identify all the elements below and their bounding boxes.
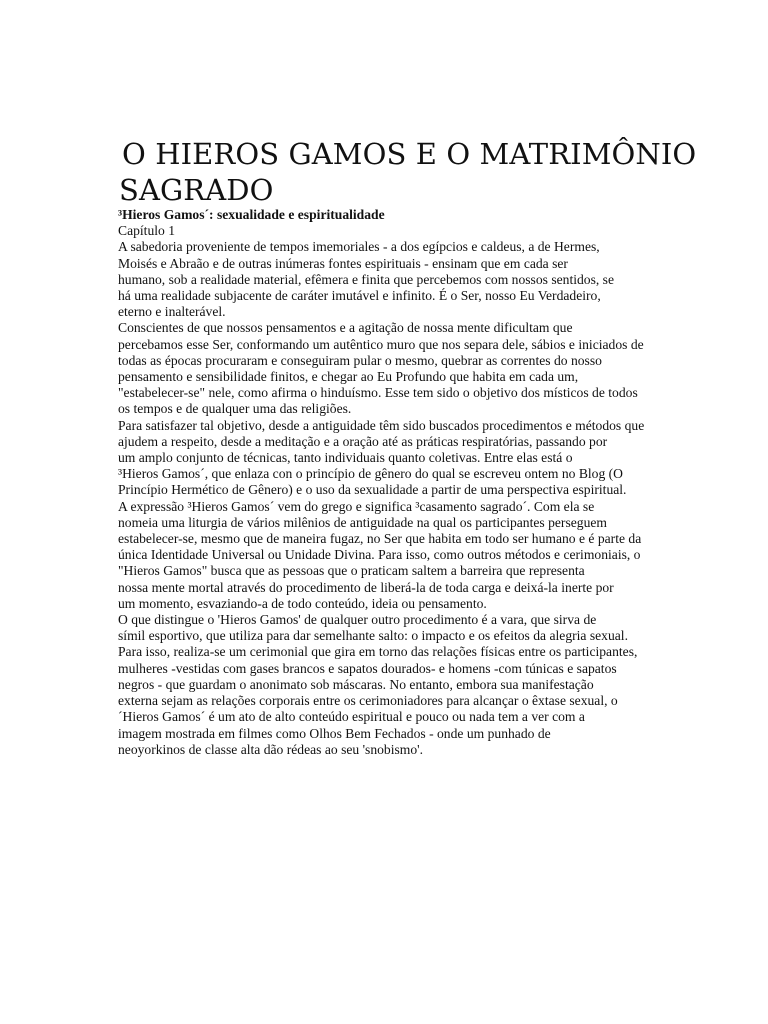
text-line: Conscientes de que nossos pensamentos e a agitação de nossa mente dificultam que xyxy=(118,320,573,336)
text-line: um amplo conjunto de técnicas, tanto individuais quanto coletivas. Entre elas está o xyxy=(118,450,573,466)
text-line: um momento, esvaziando-a de todo conteúdo, ideia ou pensamento. xyxy=(118,595,487,611)
text-line: estabelecer-se, mesmo que de maneira fugaz, no Ser que habita em todo ser humano e é parte da xyxy=(118,531,642,547)
text-line: ´Hieros Gamos´ é um ato de alto conteúdo espiritual e pouco ou nada tem a ver com a xyxy=(118,709,585,725)
text-line: externa sejam as relações corporais entre os cerimoniadores para alcançar o êxtase sexual, o xyxy=(118,693,618,709)
text-line: Princípio Hermético de Gênero) e o uso da sexualidade a partir de uma perspectiva espiritual. xyxy=(118,482,627,498)
text-line: os tempos e de qualquer uma das religiões. xyxy=(118,401,352,417)
text-line: ajudem a respeito, desde a meditação e a oração até as práticas respiratórias, passando por xyxy=(118,433,608,449)
document-subtitle: ³Hieros Gamos´: sexualidade e espiritualidade xyxy=(118,207,385,222)
title-line-2: SAGRADO xyxy=(119,173,274,207)
document-title xyxy=(119,136,739,208)
text-line: nossa mente mortal através do procedimento de liberá-la de toda carga e deixá-la inerte por xyxy=(118,579,614,595)
text-line: nomeia uma liturgia de vários milênios de antiguidade na qual os participantes perseguem xyxy=(118,514,607,530)
text-line: todas as épocas procuraram e conseguiram pular o mesmo, quebrar as correntes do nosso xyxy=(118,352,602,368)
text-line: símil esportivo, que utiliza para dar semelhante salto: o impacto e os efeitos da alegria sexual. xyxy=(118,628,628,644)
text-line: pensamento e sensibilidade finitos, e chegar ao Eu Profundo que habita em cada um, xyxy=(118,369,579,385)
text-line: há uma realidade subjacente de caráter imutável e infinito. É o Ser, nosso Eu Verdadeiro, xyxy=(118,288,601,304)
text-line: imagem mostrada em filmes como Olhos Bem Fechados - onde um punhado de xyxy=(118,725,551,741)
text-line: "estabelecer-se" nele, como afirma o hinduísmo. Esse tem sido o objetivo dos místicos de todos xyxy=(118,385,638,401)
text-line: O que distingue o 'Hieros Gamos' de qualquer outro procedimento é a vara, que sirva de xyxy=(118,612,597,628)
text-line: percebamos esse Ser, conformando um autêntico muro que nos separa dele, sábios e iniciados de xyxy=(118,336,644,352)
text-line: Para isso, realiza-se um cerimonial que gira em torno das relações físicas entre os participantes, xyxy=(118,644,638,660)
text-line: ³Hieros Gamos´, que enlaza con o princípio de gênero do qual se escreveu ontem no Blog (O xyxy=(118,466,623,482)
text-line: mulheres -vestidas com gases brancos e sapatos dourados- e homens -com túnicas e sapatos xyxy=(118,660,617,676)
text-line: Moisés e Abraão e de outras inúmeras fontes espirituais - ensinam que em cada ser xyxy=(118,255,568,271)
text-line: única Identidade Universal ou Unidade Divina. Para isso, como outros métodos e cerimoniais, o xyxy=(118,547,641,563)
text-line: A sabedoria proveniente de tempos imemoriales - a dos egípcios e caldeus, a de Hermes, xyxy=(118,239,600,255)
document-body xyxy=(118,207,718,758)
text-line: eterno e inalterável. xyxy=(118,304,226,320)
title-line-1: O HIEROS GAMOS E O MATRIMÔNIO xyxy=(122,137,697,171)
chapter-label: Capítulo 1 xyxy=(118,223,176,239)
text-line: neoyorkinos de classe alta dão rédeas ao seu 'snobismo'. xyxy=(118,741,424,757)
text-line: A expressão ³Hieros Gamos´ vem do grego e significa ³casamento sagrado´. Com ela se xyxy=(118,498,595,514)
text-line: Para satisfazer tal objetivo, desde a antiguidade têm sido buscados procedimentos e métodos que xyxy=(118,417,645,433)
text-line: humano, sob a realidade material, efêmera e finita que percebemos com nossos sentidos, se xyxy=(118,271,614,287)
text-line: "Hieros Gamos" busca que as pessoas que o praticam saltem a barreira que representa xyxy=(118,563,585,579)
text-line: negros - que guardam o anonimato sob máscaras. No entanto, embora sua manifestação xyxy=(118,676,594,692)
